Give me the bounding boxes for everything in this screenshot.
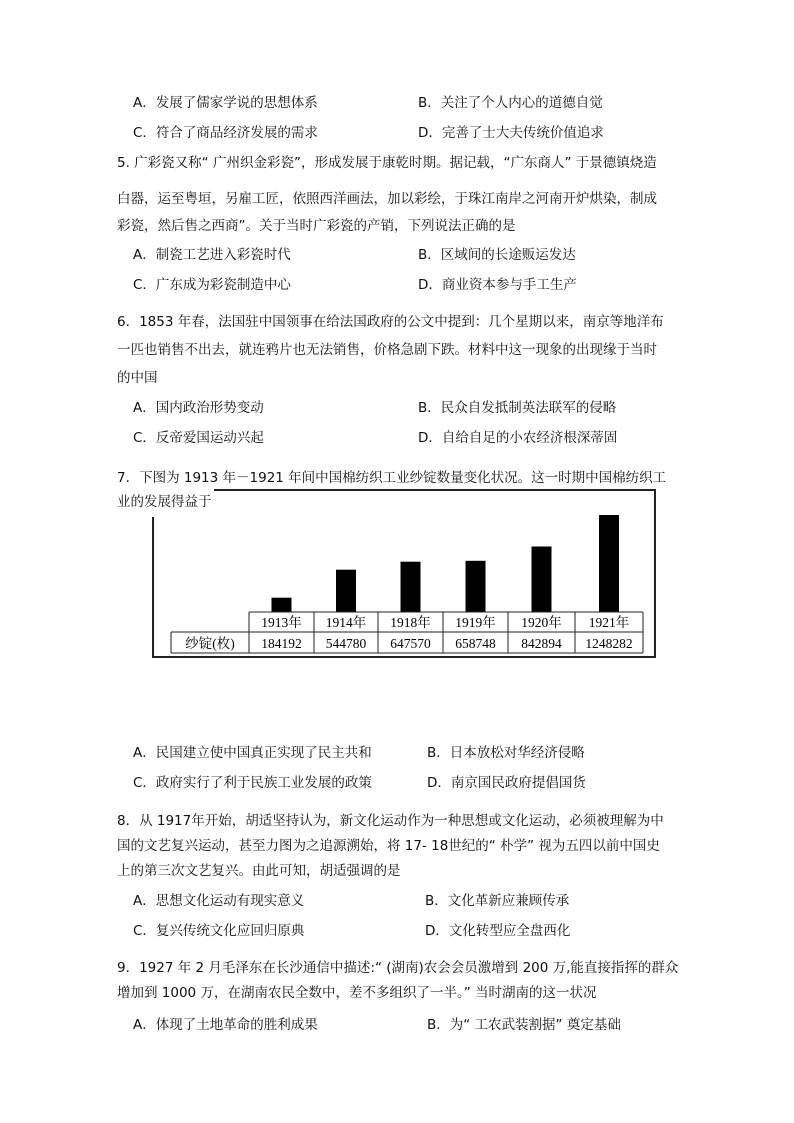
bar-1914年 (336, 570, 356, 612)
category-label: 1918年 (390, 615, 431, 630)
bar-1918年 (401, 562, 421, 612)
spindle-chart-svg (154, 491, 654, 656)
q6-option-c: C．反帝爱国运动兴起 (133, 430, 264, 446)
bar-1920年 (532, 547, 552, 613)
q5-stem-line-2: 白器，运至粤垣，另雇工匠，依照西洋画法，加以彩绘，于珠江南岸之河南开炉烘染，制成 (117, 191, 657, 207)
q8-stem-line-2: 国的文艺复兴运动，甚至力图为之追源溯始，将 17- 18世纪的“ 朴学” 视为五四以前中国史 (117, 838, 660, 854)
q9-option-b: B．为“ 工农武装割据” 奠定基础 (427, 1017, 621, 1033)
q8-option-a: A．思想文化运动有现实意义 (133, 893, 305, 909)
q6-option-d: D．自给自足的小农经济根深蒂固 (418, 430, 618, 446)
spindle-chart (152, 489, 656, 658)
category-label: 1914年 (325, 615, 367, 630)
q7-option-b: B．日本放松对华经济侵略 (427, 745, 585, 761)
q4-option-c: C．符合了商品经济发展的需求 (133, 125, 318, 141)
value-label: 842894 (521, 636, 562, 651)
q7-option-d: D．南京国民政府提倡国货 (427, 775, 586, 791)
bar-1913年 (272, 598, 292, 612)
q7-option-a: A．民国建立使中国真正实现了民主共和 (133, 745, 372, 761)
q5-option-d: D．商业资本参与手工生产 (418, 277, 577, 293)
q4-option-a: A．发展了儒家学说的思想体系 (133, 95, 318, 111)
q8-option-b: B．文化革新应兼顾传承 (425, 893, 570, 909)
q5-option-c: C．广东成为彩瓷制造中心 (133, 277, 291, 293)
category-label: 1920年 (521, 615, 562, 630)
q5-option-a: A．制瓷工艺进入彩瓷时代 (133, 247, 291, 263)
q8-stem-line-3: 上的第三次文艺复兴。由此可知，胡适强调的是 (117, 863, 401, 879)
q8-stem-line-1: 8．从 1917年开始，胡适坚持认为，新文化运动作为一种思想或文化运动，必须被理解为中 (117, 813, 664, 829)
q6-stem-line-1: 6．1853 年春，法国驻中国领事在给法国政府的公文中提到：几个星期以来，南京等地洋布 (117, 314, 664, 330)
q6-option-a: A．国内政治形势变动 (133, 400, 264, 416)
q4-option-b: B．关注了个人内心的道德自觉 (418, 95, 603, 111)
value-label: 647570 (390, 636, 431, 651)
q9-stem-line-2: 增加到 1000 万，在湖南农民全数中，差不多组织了一半。” 当时湖南的这一状况 (117, 985, 597, 1001)
category-label: 1913年 (261, 615, 302, 630)
q8-option-d: D．文化转型应全盘西化 (425, 923, 571, 939)
value-label: 544780 (325, 636, 367, 651)
q7-stem-line-2: 业的发展得益于 (117, 487, 214, 517)
category-label: 1919年 (455, 615, 496, 630)
q8-option-c: C．复兴传统文化应回归原典 (133, 923, 305, 939)
value-label: 658748 (455, 636, 496, 651)
q9-option-a: A．体现了土地革命的胜利成果 (133, 1017, 318, 1033)
row-label: 纱锭(枚) (185, 636, 235, 651)
q7-option-c: C．政府实行了利于民族工业发展的政策 (133, 775, 372, 791)
q9-stem-line-1: 9．1927 年 2 月毛泽东在长沙通信中描述:“ (湖南)农会会员激增到 200 万,能直接指挥的群众 (117, 960, 679, 976)
q7-stem-line-1: 7．下图为 1913 年－1921 年间中国棉纺织工业纱锭数量变化状况。这一时期中国棉纺织工 (117, 470, 667, 486)
q6-option-b: B．民众自发抵制英法联军的侵略 (418, 400, 617, 416)
q6-stem-line-2: 一匹也销售不出去，就连鸦片也无法销售，价格急剧下跌。材料中这一现象的出现缘于当时 (117, 342, 657, 358)
bar-1919年 (466, 561, 486, 612)
q5-stem-line-3: 彩瓷，然后售之西商”。关于当时广彩瓷的产销，下列说法正确的是 (117, 218, 516, 234)
q5-option-b: B．区域间的长途贩运发达 (418, 247, 576, 263)
q4-option-d: D．完善了士大夫传统价值追求 (418, 125, 604, 141)
category-label: 1921年 (588, 615, 630, 630)
q6-stem-line-3: 的中国 (117, 370, 158, 386)
bar-1921年 (599, 515, 619, 612)
value-label: 184192 (261, 636, 302, 651)
q5-stem-line-1: 5. 广彩瓷又称“ 广州织金彩瓷”，形成发展于康乾时期。据记载，“广东商人” 于景德镇烧造 (117, 155, 657, 171)
value-label: 1248282 (585, 636, 633, 651)
